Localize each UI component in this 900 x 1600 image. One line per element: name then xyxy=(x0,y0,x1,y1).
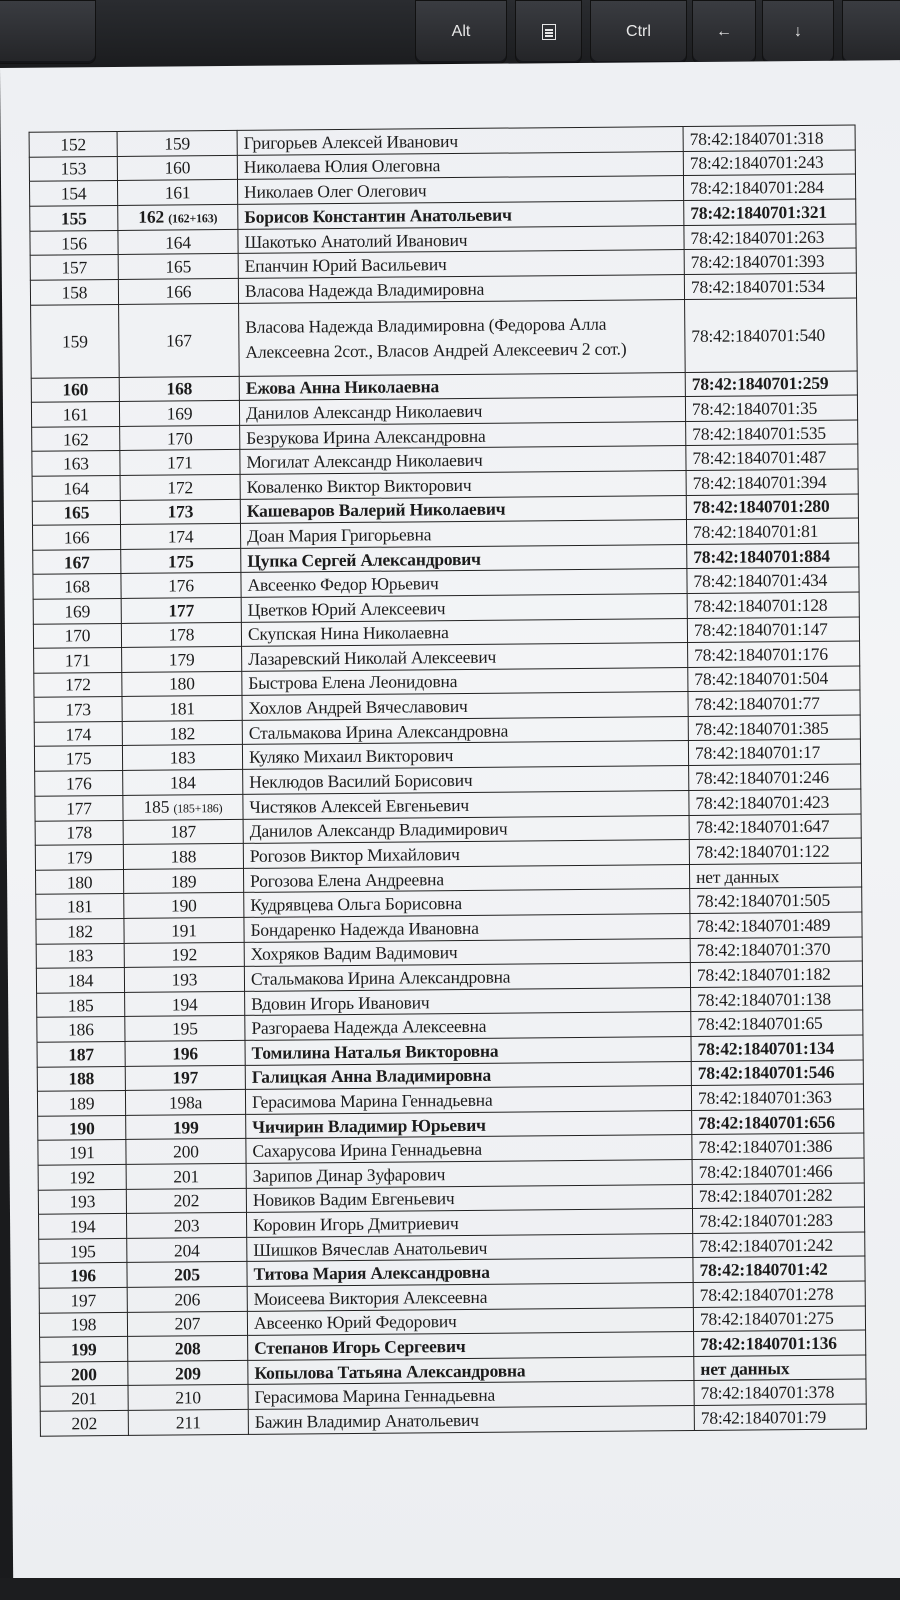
plot-number-cell xyxy=(123,868,243,894)
plot-number: 208 xyxy=(174,1338,201,1359)
plot-number: 204 xyxy=(173,1239,200,1261)
cadastral-number-cell: 78:42:1840701:505 xyxy=(690,887,862,913)
cadastral-number-cell: 78:42:1840701:434 xyxy=(687,567,859,593)
plot-number: 162 xyxy=(138,206,165,227)
cadastral-number-cell: 78:42:1840701:394 xyxy=(686,469,858,495)
owner-name-cell: Степанов Игорь Сергеевич xyxy=(248,1332,694,1360)
plot-merge-note: (162+163) xyxy=(168,210,218,226)
cadastral-number-cell: 78:42:1840701:884 xyxy=(687,543,859,569)
row-number-cell: 187 xyxy=(37,1041,125,1066)
plot-number: 205 xyxy=(174,1264,200,1285)
plot-number: 183 xyxy=(169,747,196,768)
plot-number-cell xyxy=(122,745,242,771)
owner-name-cell: Вдовин Игорь Иванович xyxy=(245,987,691,1015)
row-number-cell: 156 xyxy=(30,230,118,255)
menu-key xyxy=(515,0,582,64)
cadastral-number-cell: 78:42:1840701:504 xyxy=(688,666,860,692)
registry-table xyxy=(29,125,867,1437)
plot-number-cell xyxy=(124,967,244,993)
owner-name-cell: Быстрова Елена Леонидовна xyxy=(242,667,688,695)
owner-name-cell: Николаев Олег Олегович xyxy=(237,176,683,204)
row-number-cell: 154 xyxy=(29,181,117,206)
owner-name-cell: Куляко Михаил Викторович xyxy=(242,741,688,769)
plot-number: 169 xyxy=(166,403,193,424)
plot-number: 201 xyxy=(173,1166,200,1187)
plot-number-cell xyxy=(124,893,244,919)
cadastral-number-cell: 78:42:1840701:275 xyxy=(693,1306,865,1332)
plot-number: 164 xyxy=(165,231,191,253)
row-number-cell: 158 xyxy=(30,279,118,304)
row-number-cell: 194 xyxy=(39,1214,127,1239)
owner-name-cell: Рогозова Елена Андреевна xyxy=(243,864,689,892)
owner-name-cell: Лазаревский Николай Алексеевич xyxy=(242,643,688,671)
plot-number: 173 xyxy=(167,501,194,522)
plot-number: 172 xyxy=(167,477,194,498)
plot-number-cell xyxy=(128,1409,248,1435)
plot-merge-note: (185+186) xyxy=(173,800,223,816)
owner-name-cell: Рогозов Виктор Михайлович xyxy=(243,840,689,868)
plot-number-cell xyxy=(118,204,238,230)
row-number-cell: 179 xyxy=(35,845,123,870)
cadastral-number-cell: 78:42:1840701:35 xyxy=(685,395,857,421)
plot-number: 176 xyxy=(168,575,194,596)
ctrl-key: Ctrl xyxy=(590,0,687,64)
owner-name-cell: Цупка Сергей Александрович xyxy=(241,544,687,572)
cadastral-number-cell: 78:42:1840701:385 xyxy=(688,715,860,741)
cadastral-number-cell: 78:42:1840701:647 xyxy=(689,814,861,840)
cadastral-number-cell: 78:42:1840701:321 xyxy=(684,199,856,226)
plot-number: 179 xyxy=(168,649,195,670)
row-number-cell: 190 xyxy=(38,1115,126,1140)
owner-name-cell: Томилина Наталья Викторовна xyxy=(245,1037,691,1065)
plot-number-cell xyxy=(117,180,237,206)
plot-number: 194 xyxy=(171,993,198,1015)
plot-number: 165 xyxy=(165,256,192,277)
row-number-cell: 168 xyxy=(33,574,121,599)
plot-number-cell xyxy=(124,917,244,943)
owner-name-cell: Доан Мария Григорьевна xyxy=(240,520,686,548)
plot-number: 159 xyxy=(164,133,191,154)
plot-number-cell xyxy=(127,1286,247,1312)
plot-number-cell xyxy=(120,450,240,476)
plot-number: 211 xyxy=(175,1412,201,1433)
owner-name-cell: Григорьев Алексей Иванович xyxy=(237,127,683,155)
owner-name-cell: Коровин Игорь Дмитриевич xyxy=(246,1209,692,1237)
cadastral-number-cell: 78:42:1840701:535 xyxy=(686,420,858,446)
row-number-cell: 159 xyxy=(31,304,120,378)
plot-number: 199 xyxy=(172,1116,199,1138)
row-number-cell: 189 xyxy=(37,1091,125,1116)
owner-name-cell: Могилат Александр Николаевич xyxy=(240,446,686,474)
row-number-cell: 174 xyxy=(34,721,122,746)
menu-key-icon xyxy=(542,24,556,40)
row-number-cell: 164 xyxy=(32,475,120,500)
plot-number: 182 xyxy=(169,722,196,744)
owner-name-cell: Титова Мария Александровна xyxy=(247,1258,693,1286)
plot-number-cell xyxy=(125,1040,245,1066)
plot-number: 188 xyxy=(170,846,197,867)
plot-number: 210 xyxy=(175,1387,202,1408)
row-number-cell: 169 xyxy=(33,598,121,623)
row-number-cell: 193 xyxy=(38,1189,126,1214)
plot-number: 198а xyxy=(168,1092,203,1113)
owner-name-cell: Николаева Юлия Олеговна xyxy=(237,151,683,179)
cadastral-number-cell: 78:42:1840701:17 xyxy=(688,739,860,765)
table-row xyxy=(31,298,858,378)
cadastral-number-cell: 78:42:1840701:489 xyxy=(690,912,862,938)
row-number-cell: 171 xyxy=(34,648,122,673)
cadastral-number-cell: 78:42:1840701:176 xyxy=(688,641,860,667)
row-number-cell: 177 xyxy=(35,795,123,821)
cadastral-number-cell: 78:42:1840701:138 xyxy=(691,986,863,1012)
row-number-cell: 161 xyxy=(31,402,119,427)
row-number-cell: 152 xyxy=(29,131,117,156)
cadastral-number-cell: 78:42:1840701:242 xyxy=(693,1232,865,1258)
plot-number-cell xyxy=(123,819,243,845)
row-number-cell: 191 xyxy=(38,1140,126,1165)
plot-number: 181 xyxy=(169,698,196,719)
row-number-cell: 185 xyxy=(37,992,125,1017)
owner-name-cell: Власова Надежда Владимировна xyxy=(238,275,684,303)
plot-number-cell xyxy=(127,1262,247,1288)
row-number-cell: 166 xyxy=(32,525,120,550)
cadastral-number-cell: 78:42:1840701:278 xyxy=(693,1281,865,1307)
owner-name-cell: Моисеева Виктория Алексеевна xyxy=(247,1282,693,1310)
cadastral-number-cell: 78:42:1840701:466 xyxy=(692,1158,864,1184)
row-number-cell: 181 xyxy=(36,894,124,919)
plot-number-cell xyxy=(121,548,241,574)
cadastral-number-cell: 78:42:1840701:393 xyxy=(684,248,856,274)
owner-name-cell: Чичирин Владимир Юрьевич xyxy=(246,1110,692,1138)
desk-edge xyxy=(0,1578,900,1600)
cadastral-number-cell: 78:42:1840701:318 xyxy=(683,125,855,151)
owner-name-cell: Стальмакова Ирина Александровна xyxy=(244,963,690,991)
plot-number-cell xyxy=(127,1213,247,1239)
cadastral-number-cell: 78:42:1840701:77 xyxy=(688,690,860,716)
row-number-cell: 165 xyxy=(32,500,120,525)
owner-name-cell: Цветков Юрий Алексеевич xyxy=(241,593,687,621)
plot-number: 187 xyxy=(170,821,197,842)
cadastral-number-cell: 78:42:1840701:243 xyxy=(683,150,855,176)
plot-number: 160 xyxy=(164,157,191,178)
row-number-cell: 201 xyxy=(40,1386,128,1411)
plot-number: 189 xyxy=(170,870,197,892)
owner-name-cell: Власова Надежда Владимировна (Федорова Алла Алексеевна 2сот., Власов Андрей Алексеевич 2 сот.) xyxy=(239,299,686,376)
plot-number: 192 xyxy=(171,944,198,965)
plot-number-cell xyxy=(125,991,245,1017)
keyboard-key xyxy=(842,0,900,64)
cadastral-number-cell: нет данных xyxy=(689,863,861,889)
plot-number: 168 xyxy=(166,378,193,399)
plot-number: 175 xyxy=(167,550,194,572)
plot-number: 184 xyxy=(169,772,196,793)
plot-number: 167 xyxy=(165,329,192,351)
row-number-cell: 180 xyxy=(36,869,124,894)
owner-name-cell: Герасимова Марина Геннадьевна xyxy=(245,1086,691,1114)
owner-name-cell: Стальмакова Ирина Александровна xyxy=(242,716,688,744)
cadastral-number-cell: 78:42:1840701:65 xyxy=(691,1010,863,1036)
keyboard-key xyxy=(0,0,96,64)
owner-name-cell: Чистяков Алексей Евгеньевич xyxy=(243,790,689,819)
cadastral-number-cell: 78:42:1840701:136 xyxy=(694,1330,866,1356)
plot-number: 174 xyxy=(167,526,194,547)
row-number-cell: 200 xyxy=(40,1361,128,1386)
owner-name-cell: Бондаренко Надежда Ивановна xyxy=(244,914,690,942)
plot-number-cell xyxy=(128,1385,248,1411)
cadastral-number-cell: 78:42:1840701:363 xyxy=(691,1084,863,1110)
plot-number: 202 xyxy=(173,1190,200,1211)
plot-number-cell xyxy=(126,1188,246,1214)
plot-number: 196 xyxy=(172,1043,199,1064)
cadastral-number-cell: 78:42:1840701:134 xyxy=(691,1035,863,1061)
owner-name-cell: Безрукова Ирина Александровна xyxy=(240,421,686,449)
owner-name-cell: Разгораева Надежда Алексеевна xyxy=(245,1012,691,1040)
owner-name-cell: Шакотько Анатолий Иванович xyxy=(238,225,684,253)
plot-number-cell xyxy=(126,1163,246,1189)
plot-number-cell xyxy=(117,155,237,181)
plot-number-cell xyxy=(118,278,238,304)
owner-name-cell: Бажин Владимир Анатольевич xyxy=(248,1405,694,1433)
cadastral-number-cell: 78:42:1840701:534 xyxy=(684,273,856,299)
owner-name-cell: Авсеенко Юрий Федорович xyxy=(247,1307,693,1335)
row-number-cell: 202 xyxy=(40,1410,128,1435)
plot-number: 185 xyxy=(143,796,170,817)
plot-number: 209 xyxy=(174,1362,201,1384)
owner-name-cell: Данилов Александр Владимирович xyxy=(243,815,689,843)
cadastral-number-cell: 78:42:1840701:182 xyxy=(690,961,862,987)
plot-number-cell xyxy=(128,1336,248,1362)
cadastral-number-cell: 78:42:1840701:284 xyxy=(683,174,855,200)
row-number-cell: 157 xyxy=(30,255,118,280)
owner-name-cell: Зарипов Динар Зуфарович xyxy=(246,1159,692,1187)
row-number-cell: 182 xyxy=(36,918,124,943)
row-number-cell: 176 xyxy=(35,771,123,796)
plot-number-cell xyxy=(125,1016,245,1042)
row-number-cell: 195 xyxy=(39,1238,127,1263)
row-number-cell: 155 xyxy=(30,205,118,231)
cadastral-number-cell: 78:42:1840701:128 xyxy=(687,592,859,618)
row-number-cell: 162 xyxy=(32,426,120,451)
cadastral-number-cell: 78:42:1840701:423 xyxy=(689,789,861,816)
owner-name-cell: Авсеенко Федор Юрьевич xyxy=(241,569,687,597)
cadastral-number-cell: 78:42:1840701:263 xyxy=(684,224,856,250)
plot-number-cell xyxy=(122,720,242,746)
owner-name-cell: Шишков Вячеслав Анатольевич xyxy=(247,1233,693,1261)
plot-number: 190 xyxy=(170,895,197,916)
plot-number-cell xyxy=(127,1311,247,1337)
row-number-cell: 184 xyxy=(36,968,124,993)
plot-number-cell xyxy=(119,303,240,377)
plot-number: 178 xyxy=(168,624,195,645)
owner-name-cell: Данилов Александр Николаевич xyxy=(239,397,685,425)
plot-number-cell xyxy=(118,254,238,280)
row-number-cell: 188 xyxy=(37,1066,125,1091)
plot-number: 193 xyxy=(171,969,198,990)
row-number-cell: 170 xyxy=(33,623,121,648)
cadastral-number-cell: 78:42:1840701:122 xyxy=(689,838,861,864)
plot-number: 166 xyxy=(165,281,192,302)
owner-name-cell: Хохряков Вадим Вадимович xyxy=(244,938,690,966)
plot-number-cell xyxy=(120,524,240,550)
row-number-cell: 175 xyxy=(34,746,122,771)
plot-number-cell xyxy=(121,597,241,623)
plot-number-cell xyxy=(125,1090,245,1116)
owner-name-cell: Хохлов Андрей Вячеславович xyxy=(242,692,688,720)
plot-number-cell xyxy=(120,474,240,500)
left-arrow-key: ← xyxy=(692,0,756,64)
cadastral-number-cell: 78:42:1840701:378 xyxy=(694,1379,866,1405)
row-number-cell: 199 xyxy=(40,1337,128,1362)
registry-rows xyxy=(29,125,866,1436)
plot-number-cell xyxy=(127,1237,247,1263)
row-number-cell: 197 xyxy=(39,1287,127,1312)
row-number-cell: 196 xyxy=(39,1263,127,1288)
row-number-cell: 160 xyxy=(31,377,119,402)
plot-number-cell xyxy=(118,229,238,255)
plot-number: 206 xyxy=(174,1289,201,1310)
row-number-cell: 192 xyxy=(38,1164,126,1189)
cadastral-number-cell: 78:42:1840701:42 xyxy=(693,1256,865,1282)
cadastral-number-cell: 78:42:1840701:386 xyxy=(692,1133,864,1159)
row-number-cell: 183 xyxy=(36,943,124,968)
plot-number-cell xyxy=(122,696,242,722)
row-number-cell: 172 xyxy=(34,672,122,697)
owner-name-cell: Ежова Анна Николаевна xyxy=(239,372,685,400)
cadastral-number-cell: 78:42:1840701:79 xyxy=(694,1404,866,1430)
plot-number-cell xyxy=(117,130,237,156)
owner-name-cell: Сахарусова Ирина Геннадьевна xyxy=(246,1135,692,1163)
plot-number-cell xyxy=(123,769,243,795)
cadastral-number-cell: 78:42:1840701:283 xyxy=(692,1207,864,1233)
alt-key: Alt xyxy=(415,0,507,64)
cadastral-number-cell: 78:42:1840701:81 xyxy=(686,518,858,544)
owner-name-cell: Коваленко Виктор Викторович xyxy=(240,470,686,498)
row-number-cell: 178 xyxy=(35,820,123,845)
paper-sheet xyxy=(0,60,900,1598)
plot-number-cell xyxy=(121,622,241,648)
owner-name-cell: Епанчин Юрий Васильевич xyxy=(238,250,684,278)
owner-name-cell: Галицкая Анна Владимировна xyxy=(245,1061,691,1089)
owner-name-cell: Копылова Татьяна Александровна xyxy=(248,1356,694,1384)
plot-number-cell xyxy=(120,499,240,525)
cadastral-number-cell: 78:42:1840701:147 xyxy=(687,617,859,643)
plot-number-cell xyxy=(124,942,244,968)
cadastral-number-cell: 78:42:1840701:540 xyxy=(685,298,858,372)
row-number-cell: 173 xyxy=(34,697,122,722)
owner-name-cell: Кашеваров Валерий Николаевич xyxy=(240,495,686,523)
plot-number-cell xyxy=(120,425,240,451)
plot-number-cell xyxy=(122,647,242,673)
down-arrow-key: ↓ xyxy=(762,0,834,64)
cadastral-number-cell: 78:42:1840701:370 xyxy=(690,937,862,963)
owner-name-cell: Герасимова Марина Геннадьевна xyxy=(248,1381,694,1409)
owner-name-cell: Новиков Вадим Евгеньевич xyxy=(246,1184,692,1212)
plot-number-cell xyxy=(123,844,243,870)
plot-number: 170 xyxy=(166,427,193,449)
cadastral-number-cell: 78:42:1840701:246 xyxy=(689,764,861,790)
plot-number-cell xyxy=(126,1139,246,1165)
plot-number-cell xyxy=(123,794,243,820)
row-number-cell: 153 xyxy=(29,156,117,181)
plot-number: 195 xyxy=(171,1018,198,1039)
owner-name-cell: Неклюдов Василий Борисович xyxy=(243,766,689,794)
owner-name-cell: Скупская Нина Николаевна xyxy=(241,618,687,646)
cadastral-number-cell: 78:42:1840701:487 xyxy=(686,444,858,470)
row-number-cell: 167 xyxy=(33,549,121,574)
cadastral-number-cell: 78:42:1840701:280 xyxy=(686,494,858,520)
plot-number: 207 xyxy=(174,1313,201,1334)
cadastral-number-cell: 78:42:1840701:259 xyxy=(685,371,857,397)
row-number-cell: 163 xyxy=(32,451,120,476)
plot-number-cell xyxy=(125,1065,245,1091)
plot-number: 197 xyxy=(172,1067,199,1088)
owner-name-cell: Кудрявцева Ольга Борисовна xyxy=(244,889,690,917)
plot-number-cell xyxy=(119,376,239,402)
owner-name-cell: Борисов Константин Анатольевич xyxy=(238,200,684,229)
plot-number-cell xyxy=(121,573,241,599)
cadastral-number-cell: нет данных xyxy=(694,1355,866,1381)
plot-number-cell xyxy=(122,671,242,697)
plot-number-cell xyxy=(128,1360,248,1386)
plot-number: 200 xyxy=(173,1141,199,1162)
row-number-cell: 186 xyxy=(37,1017,125,1042)
plot-number: 180 xyxy=(168,673,195,695)
cadastral-number-cell: 78:42:1840701:656 xyxy=(692,1109,864,1135)
cadastral-number-cell: 78:42:1840701:282 xyxy=(692,1183,864,1209)
plot-number: 161 xyxy=(164,182,191,203)
cadastral-number-cell: 78:42:1840701:546 xyxy=(691,1060,863,1086)
row-number-cell: 198 xyxy=(39,1312,127,1337)
plot-number: 177 xyxy=(168,600,195,621)
plot-number: 191 xyxy=(171,920,197,941)
plot-number-cell xyxy=(119,401,239,427)
plot-number: 171 xyxy=(167,452,193,473)
plot-number: 203 xyxy=(173,1215,200,1236)
plot-number-cell xyxy=(126,1114,246,1140)
